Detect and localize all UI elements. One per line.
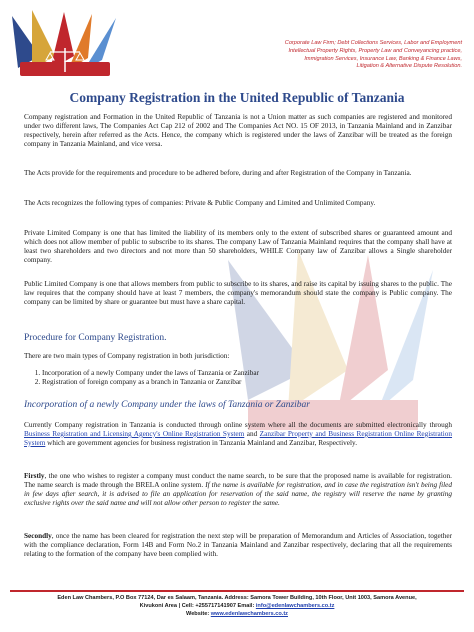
procedure-lead-text: There are two main types of Company registration in both jurisdiction: (24, 352, 230, 360)
procedure-heading: Procedure for Company Registration. (24, 333, 167, 343)
private-company-paragraph (24, 229, 452, 265)
intro-paragraph (24, 113, 452, 149)
list-item: 1. Incorporation of a newly Company under the laws of Tanzania or Zanzibar (42, 369, 452, 378)
online-system-paragraph (24, 421, 452, 448)
secondly-text: , once the name has been cleared for registration the next step will be preparation of Memorandum and Articles of Association, together with the compliance declaration, Form 14B and Form No.2 in Tanzania Mainland and Zanzibar respectively, declaring that all the requirements relating to the formation of the company have been complied with. (24, 532, 452, 558)
footer-website-link[interactable]: www.edenlawchambers.co.tz (210, 611, 288, 617)
page-title: Company Registration in the United Republic of Tanzania (69, 90, 405, 105)
public-company-paragraph (24, 280, 452, 307)
procedure-lead (24, 352, 452, 361)
secondly-paragraph (24, 532, 452, 559)
tagline-line: Immigration Services, Insurance Law, Banking & Finance Laws, (304, 55, 462, 62)
footer (0, 594, 474, 618)
footer-contact (0, 602, 474, 610)
footer-divider (10, 590, 464, 592)
firstly-text: , the one who wishes to register a company must conduct the name search, to be sure that the proposed name is available for registration. The name search is made through the BRELA online system. (24, 472, 452, 489)
footer-contact-text: Kivukoni Area | Cell: +255717141907 Email: (139, 603, 256, 609)
footer-website-label: Website: (186, 611, 211, 617)
public-company-text: Public Limited Company is one that allows members from public to subscribe to its shares, and raise its capital by issuing shares to the public. The law requires that the company should have at least 7 members, the company's memorandum should state the company is Public company. The company can be limited by share or guarantee but must have a share capital. (24, 280, 452, 306)
tagline-line: Litigation & Alternative Dispute Resolution. (356, 63, 462, 70)
footer-address: Eden Law Chambers, P.O Box 77124, Dar es Salaam, Tanzania. Address: Samora Tower Building, 10th Floor, Unit 1003, Samora Avenue, (57, 595, 417, 601)
acts-text: The Acts provide for the requirements and procedure to be adhered before, during and after Registration of the Company in Tanzania. (24, 169, 412, 177)
firstly-paragraph (24, 472, 452, 508)
firm-tagline (162, 40, 462, 71)
intro-text: Company registration and Formation in the United Republic of Tanzania is not a Union matter as such companies are registered and monitored under two different laws, The Companies Act Cap 212 of 2002 and The Companies Act NO. 15 OF 2013, in Tanzania Mainland and in Zanzibar respectively, herein after referred as the Acts. Hence, the company which is registered under the laws of Zanzibar will be treated as the foreign company in Tanzania Mainland, and vice versa. (24, 113, 452, 148)
footer-website (0, 610, 474, 618)
tagline-line: Intellectual Property Rights, Property Law and Conveyancing practice, (288, 47, 462, 54)
list-item: 2. Registration of foreign company as a branch in Tanzania or Zanzibar (42, 378, 452, 387)
footer-email-link[interactable]: info@edenlawchambers.co.tz (255, 603, 335, 609)
acts-paragraph (24, 169, 452, 178)
types-paragraph (24, 199, 452, 208)
firstly-note: If the name is available for registration, and in case the registration isn't being filed in few days after search, it is advised to file an application for reservation of the said name, the registry will reserve the name by granting exclusive rights over the said name and will not allow other person to register the same. (24, 480, 452, 507)
firstly-label: Firstly (24, 472, 45, 480)
online-system-text: and (244, 429, 260, 438)
incorporation-heading: Incorporation of a newly Company under the laws of Tanzania or Zanzibar (24, 400, 310, 410)
zanzibar-system-link[interactable]: Zanzibar Property and Business Registration Online Registration System (24, 429, 453, 447)
procedure-list (24, 369, 452, 387)
online-system-text: which are government agencies for business registration in Tanzania Mainland and Zanzibar, Respectively. (45, 438, 358, 447)
private-company-text: Private Limited Company is one that has limited the liability of its members only to the extent of subscribed shares or guaranteed amount and which does not allow member of public to subscribe to its shares. The company Law of Tanzania Mainland requires that the company shall have at least two shareholders and two directors and not more than 50 shareholders, WHILE Company law of Zanzibar allows a Single shareholder company. (24, 229, 452, 264)
types-text: The Acts recognizes the following types of companies: Private & Public Company and Limited and Unlimited Company. (24, 199, 376, 207)
tagline-line: Corporate Law Firm; Debt Collections Services, Labor and Employment (284, 40, 462, 46)
online-system-text: Currently Company registration in Tanzania is conducted through online system where all the documents are submitted electronically through (24, 421, 452, 429)
firm-logo-icon (10, 10, 120, 82)
secondly-label: Secondly (24, 532, 52, 540)
brela-system-link[interactable]: Business Registration and Licensing Agency's Online Registration System (24, 429, 245, 438)
